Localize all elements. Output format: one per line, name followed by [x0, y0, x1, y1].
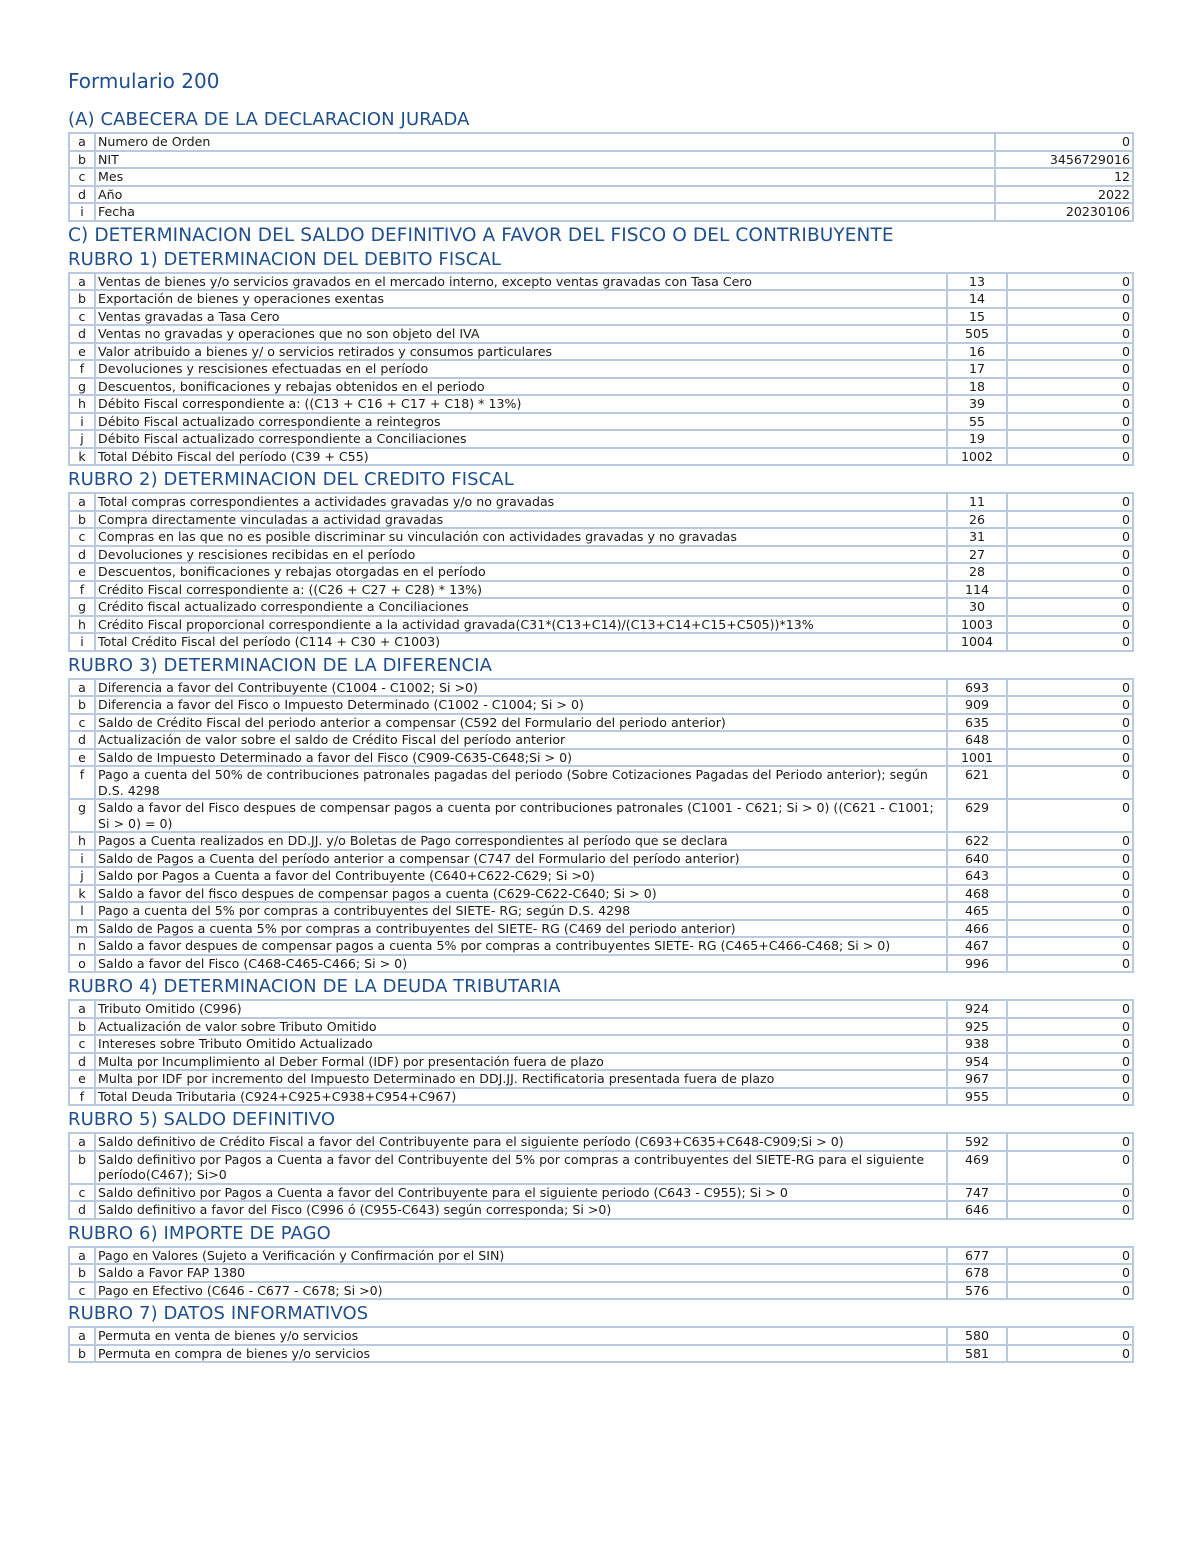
row-label: Numero de Orden: [95, 133, 995, 151]
table-row: [69, 273, 1133, 291]
row-label: Total Crédito Fiscal del período (C114 + C30 + C1003): [95, 633, 947, 651]
row-letter: e: [69, 563, 95, 581]
row-value: 2022: [995, 186, 1133, 204]
row-label: Crédito fiscal actualizado correspondiente a Conciliaciones: [95, 598, 947, 616]
table-row: [69, 1053, 1133, 1071]
row-value: 0: [1007, 885, 1133, 903]
row-label: Fecha: [95, 203, 995, 221]
table-row: [69, 511, 1133, 529]
row-code: 640: [947, 850, 1007, 868]
row-value: 0: [1007, 633, 1133, 651]
row-label: Saldo definitivo por Pagos a Cuenta a favor del Contribuyente para el siguiente periodo (C643 - C955); Si > 0: [95, 1184, 947, 1202]
rubro-title: RUBRO 2) DETERMINACION DEL CREDITO FISCAL: [68, 469, 514, 490]
row-label: Débito Fiscal correspondiente a: ((C13 + C16 + C17 + C18) * 13%): [95, 395, 947, 413]
row-code: 469: [947, 1151, 1007, 1184]
row-label: Mes: [95, 168, 995, 186]
table-row: [69, 696, 1133, 714]
rubro-title: RUBRO 7) DATOS INFORMATIVOS: [68, 1303, 369, 1324]
table-row: [69, 867, 1133, 885]
row-letter: o: [69, 955, 95, 973]
table-row: [69, 395, 1133, 413]
table-row: [69, 1151, 1133, 1184]
row-letter: a: [69, 1000, 95, 1018]
row-code: 592: [947, 1133, 1007, 1151]
rubro-table: [68, 272, 1134, 467]
row-letter: d: [69, 546, 95, 564]
table-row: [69, 1264, 1133, 1282]
row-value: 20230106: [995, 203, 1133, 221]
row-letter: h: [69, 616, 95, 634]
row-label: Crédito Fiscal correspondiente a: ((C26 + C27 + C28) * 13%): [95, 581, 947, 599]
rubro-title: RUBRO 6) IMPORTE DE PAGO: [68, 1222, 331, 1244]
row-value: 0: [1007, 1000, 1133, 1018]
row-value: 0: [1007, 799, 1133, 832]
row-code: 39: [947, 395, 1007, 413]
row-letter: b: [69, 696, 95, 714]
row-code: 678: [947, 1264, 1007, 1282]
table-row: [69, 1184, 1133, 1202]
row-label: Saldo a Favor FAP 1380: [95, 1264, 947, 1282]
row-value: 0: [1007, 850, 1133, 868]
table-row: [69, 563, 1133, 581]
row-letter: k: [69, 448, 95, 466]
row-letter: g: [69, 799, 95, 832]
row-label: Saldo de Pagos a Cuenta del período anterior a compensar (C747 del Formulario del período anterior): [95, 850, 947, 868]
row-code: 17: [947, 360, 1007, 378]
table-row: [69, 616, 1133, 634]
row-value: 0: [1007, 1070, 1133, 1088]
row-letter: f: [69, 581, 95, 599]
row-label: Saldo a favor del fisco despues de compensar pagos a cuenta (C629-C622-C640; Si > 0): [95, 885, 947, 903]
row-label: Pago a cuenta del 50% de contribuciones patronales pagadas del periodo (Sobre Cotizaciones Pagadas del Periodo anterior); según D.S. 4298: [95, 766, 947, 799]
row-label: Valor atribuido a bienes y/ o servicios retirados y consumos particulares: [95, 343, 947, 361]
form-document: [68, 66, 1134, 1365]
row-value: 0: [1007, 448, 1133, 466]
form-title: Formulario 200: [68, 69, 220, 93]
row-letter: b: [69, 511, 95, 529]
row-letter: a: [69, 1247, 95, 1265]
row-value: 0: [1007, 493, 1133, 511]
row-letter: e: [69, 343, 95, 361]
row-letter: f: [69, 360, 95, 378]
row-code: 31: [947, 528, 1007, 546]
row-code: 955: [947, 1088, 1007, 1106]
row-label: Saldo definitivo por Pagos a Cuenta a favor del Contribuyente del 5% por compras a contribuyentes del SIETE-RG para el siguiente período(C467); Si>0: [95, 1151, 947, 1184]
row-label: Pago en Valores (Sujeto a Verificación y Confirmación por el SIN): [95, 1247, 947, 1265]
row-label: Débito Fiscal actualizado correspondiente a Conciliaciones: [95, 430, 947, 448]
table-row: [69, 1201, 1133, 1219]
table-row: [69, 832, 1133, 850]
row-label: Diferencia a favor del Contribuyente (C1004 - C1002; Si >0): [95, 679, 947, 697]
row-code: 646: [947, 1201, 1007, 1219]
row-letter: j: [69, 867, 95, 885]
table-row: [69, 937, 1133, 955]
row-code: 1001: [947, 749, 1007, 767]
row-value: 0: [1007, 598, 1133, 616]
rubro-table: [68, 678, 1134, 974]
row-value: 0: [1007, 546, 1133, 564]
row-label: Diferencia a favor del Fisco o Impuesto Determinado (C1002 - C1004; Si > 0): [95, 696, 947, 714]
row-label: Compra directamente vinculadas a actividad gravadas: [95, 511, 947, 529]
row-code: 954: [947, 1053, 1007, 1071]
row-code: 468: [947, 885, 1007, 903]
row-code: 643: [947, 867, 1007, 885]
row-value: 0: [1007, 1247, 1133, 1265]
section-c-title: C) DETERMINACION DEL SALDO DEFINITIVO A FAVOR DEL FISCO O DEL CONTRIBUYENTE: [68, 224, 894, 246]
row-value: 0: [1007, 867, 1133, 885]
table-row: [69, 920, 1133, 938]
row-value: 0: [1007, 1018, 1133, 1036]
row-code: 996: [947, 955, 1007, 973]
row-value: 0: [1007, 1282, 1133, 1300]
row-code: 465: [947, 902, 1007, 920]
row-letter: f: [69, 1088, 95, 1106]
row-label: Descuentos, bonificaciones y rebajas obtenidos en el periodo: [95, 378, 947, 396]
table-row: [69, 133, 1133, 151]
row-code: 1003: [947, 616, 1007, 634]
row-code: 13: [947, 273, 1007, 291]
row-value: 0: [1007, 937, 1133, 955]
header-table: [68, 132, 1134, 222]
row-label: Actualización de valor sobre Tributo Omitido: [95, 1018, 947, 1036]
table-row: [69, 168, 1133, 186]
row-label: Saldo definitivo a favor del Fisco (C996 ó (C955-C643) según corresponda; Si >0): [95, 1201, 947, 1219]
row-value: 0: [1007, 308, 1133, 326]
row-code: 938: [947, 1035, 1007, 1053]
row-label: Intereses sobre Tributo Omitido Actualizado: [95, 1035, 947, 1053]
row-label: Actualización de valor sobre el saldo de Crédito Fiscal del período anterior: [95, 731, 947, 749]
table-row: [69, 581, 1133, 599]
row-value: 0: [1007, 902, 1133, 920]
row-letter: d: [69, 186, 95, 204]
row-letter: l: [69, 902, 95, 920]
table-row: [69, 203, 1133, 221]
row-code: 15: [947, 308, 1007, 326]
row-code: 28: [947, 563, 1007, 581]
row-label: Exportación de bienes y operaciones exentas: [95, 290, 947, 308]
row-code: 581: [947, 1345, 1007, 1363]
rubro-table: [68, 1326, 1134, 1363]
row-value: 0: [1007, 343, 1133, 361]
row-label: Permuta en venta de bienes y/o servicios: [95, 1327, 947, 1345]
table-row: [69, 1000, 1133, 1018]
row-letter: e: [69, 749, 95, 767]
row-code: 55: [947, 413, 1007, 431]
row-label: Ventas gravadas a Tasa Cero: [95, 308, 947, 326]
row-value: 0: [1007, 714, 1133, 732]
table-row: [69, 749, 1133, 767]
row-letter: i: [69, 850, 95, 868]
row-code: 925: [947, 1018, 1007, 1036]
row-value: 0: [1007, 528, 1133, 546]
row-value: 0: [1007, 511, 1133, 529]
row-value: 0: [1007, 832, 1133, 850]
row-code: 967: [947, 1070, 1007, 1088]
row-code: 621: [947, 766, 1007, 799]
row-code: 14: [947, 290, 1007, 308]
row-code: 27: [947, 546, 1007, 564]
row-value: 0: [1007, 563, 1133, 581]
table-row: [69, 1070, 1133, 1088]
table-row: [69, 679, 1133, 697]
row-label: Devoluciones y rescisiones recibidas en el período: [95, 546, 947, 564]
row-label: Saldo definitivo de Crédito Fiscal a favor del Contribuyente para el siguiente período (C693+C635+C648-C909;Si > 0): [95, 1133, 947, 1151]
row-code: 576: [947, 1282, 1007, 1300]
table-row: [69, 413, 1133, 431]
row-code: 11: [947, 493, 1007, 511]
row-letter: c: [69, 1035, 95, 1053]
row-label: Saldo de Pagos a cuenta 5% por compras a contribuyentes del SIETE- RG (C469 del periodo anterior): [95, 920, 947, 938]
row-letter: c: [69, 168, 95, 186]
row-letter: c: [69, 1184, 95, 1202]
row-letter: e: [69, 1070, 95, 1088]
row-letter: b: [69, 151, 95, 169]
row-label: Saldo por Pagos a Cuenta a favor del Contribuyente (C640+C622-C629; Si >0): [95, 867, 947, 885]
row-code: 580: [947, 1327, 1007, 1345]
table-row: [69, 902, 1133, 920]
table-row: [69, 151, 1133, 169]
row-label: Débito Fiscal actualizado correspondiente a reintegros: [95, 413, 947, 431]
table-row: [69, 766, 1133, 799]
row-letter: i: [69, 203, 95, 221]
row-letter: i: [69, 413, 95, 431]
row-value: 0: [1007, 749, 1133, 767]
table-row: [69, 1133, 1133, 1151]
table-row: [69, 1247, 1133, 1265]
row-value: 0: [1007, 1184, 1133, 1202]
row-label: Saldo a favor despues de compensar pagos a cuenta 5% por compras a contribuyentes SIETE- RG (C465+C466-C468; Si > 0): [95, 937, 947, 955]
row-code: 629: [947, 799, 1007, 832]
row-letter: b: [69, 1151, 95, 1184]
row-letter: c: [69, 714, 95, 732]
row-code: 505: [947, 325, 1007, 343]
table-row: [69, 378, 1133, 396]
row-label: Devoluciones y rescisiones efectuadas en el período: [95, 360, 947, 378]
table-row: [69, 325, 1133, 343]
row-letter: b: [69, 290, 95, 308]
table-row: [69, 290, 1133, 308]
rubro-title: RUBRO 3) DETERMINACION DE LA DIFERENCIA: [68, 654, 493, 676]
table-row: [69, 546, 1133, 564]
row-code: 1002: [947, 448, 1007, 466]
row-code: 909: [947, 696, 1007, 714]
row-value: 0: [1007, 1327, 1133, 1345]
table-row: [69, 1327, 1133, 1345]
row-value: 0: [1007, 766, 1133, 799]
rubro-title: RUBRO 4) DETERMINACION DE LA DEUDA TRIBUTARIA: [68, 976, 561, 997]
row-letter: j: [69, 430, 95, 448]
row-label: Descuentos, bonificaciones y rebajas otorgadas en el período: [95, 563, 947, 581]
row-value: 0: [1007, 696, 1133, 714]
table-row: [69, 598, 1133, 616]
table-row: [69, 360, 1133, 378]
row-value: 0: [1007, 273, 1133, 291]
rubro-table: [68, 1132, 1134, 1220]
row-label: NIT: [95, 151, 995, 169]
row-letter: k: [69, 885, 95, 903]
table-row: [69, 955, 1133, 973]
rubro-title: RUBRO 1) DETERMINACION DEL DEBITO FISCAL: [68, 248, 502, 270]
row-value: 3456729016: [995, 151, 1133, 169]
table-row: [69, 1345, 1133, 1363]
table-row: [69, 448, 1133, 466]
row-value: 0: [1007, 1133, 1133, 1151]
row-code: 924: [947, 1000, 1007, 1018]
row-label: Saldo a favor del Fisco (C468-C465-C466; Si > 0): [95, 955, 947, 973]
row-label: Saldo de Impuesto Determinado a favor del Fisco (C909-C635-C648;Si > 0): [95, 749, 947, 767]
row-code: 30: [947, 598, 1007, 616]
rubros-container: [68, 248, 1134, 1364]
table-row: [69, 1282, 1133, 1300]
row-code: 114: [947, 581, 1007, 599]
row-value: 12: [995, 168, 1133, 186]
row-code: 677: [947, 1247, 1007, 1265]
table-row: [69, 633, 1133, 651]
row-letter: c: [69, 1282, 95, 1300]
row-value: 0: [1007, 1088, 1133, 1106]
row-value: 0: [1007, 1151, 1133, 1184]
row-letter: n: [69, 937, 95, 955]
row-letter: b: [69, 1345, 95, 1363]
row-label: Multa por Incumplimiento al Deber Formal (IDF) por presentación fuera de plazo: [95, 1053, 947, 1071]
row-value: 0: [1007, 1035, 1133, 1053]
table-row: [69, 731, 1133, 749]
row-value: 0: [1007, 731, 1133, 749]
row-label: Compras en las que no es posible discriminar su vinculación con actividades gravadas y no gravadas: [95, 528, 947, 546]
row-letter: f: [69, 766, 95, 799]
row-letter: d: [69, 325, 95, 343]
row-letter: m: [69, 920, 95, 938]
table-row: [69, 308, 1133, 326]
row-label: Multa por IDF por incremento del Impuesto Determinado en DDJ.JJ. Rectificatoria presentada fuera de plazo: [95, 1070, 947, 1088]
rubro-table: [68, 999, 1134, 1106]
row-code: 26: [947, 511, 1007, 529]
row-letter: b: [69, 1018, 95, 1036]
row-value: 0: [1007, 679, 1133, 697]
row-label: Tributo Omitido (C996): [95, 1000, 947, 1018]
row-code: 1004: [947, 633, 1007, 651]
table-row: [69, 528, 1133, 546]
row-label: Permuta en compra de bienes y/o servicios: [95, 1345, 947, 1363]
rubro-title: RUBRO 5) SALDO DEFINITIVO: [68, 1109, 336, 1130]
row-value: 0: [1007, 413, 1133, 431]
row-letter: a: [69, 273, 95, 291]
rubro-table: [68, 492, 1134, 652]
rubro-table: [68, 1246, 1134, 1301]
row-label: Total compras correspondientes a actividades gravadas y/o no gravadas: [95, 493, 947, 511]
row-letter: a: [69, 679, 95, 697]
row-label: Pagos a Cuenta realizados en DD.JJ. y/o Boletas de Pago correspondientes al período que se declara: [95, 832, 947, 850]
row-letter: c: [69, 528, 95, 546]
row-label: Total Débito Fiscal del período (C39 + C55): [95, 448, 947, 466]
table-row: [69, 493, 1133, 511]
row-value: 0: [1007, 955, 1133, 973]
row-label: Pago en Efectivo (C646 - C677 - C678; Si >0): [95, 1282, 947, 1300]
row-label: Pago a cuenta del 5% por compras a contribuyentes del SIETE- RG; según D.S. 4298: [95, 902, 947, 920]
row-letter: b: [69, 1264, 95, 1282]
row-value: 0: [1007, 325, 1133, 343]
row-label: Crédito Fiscal proporcional correspondiente a la actividad gravada(C31*(C13+C14)/(C13+C14+C15+C505))*13%: [95, 616, 947, 634]
row-letter: a: [69, 1133, 95, 1151]
row-code: 16: [947, 343, 1007, 361]
header-section-title: (A) CABECERA DE LA DECLARACION JURADA: [68, 109, 470, 130]
table-row: [69, 850, 1133, 868]
row-code: 635: [947, 714, 1007, 732]
row-letter: i: [69, 633, 95, 651]
row-code: 466: [947, 920, 1007, 938]
row-label: Saldo de Crédito Fiscal del periodo anterior a compensar (C592 del Formulario del periodo anterior): [95, 714, 947, 732]
row-letter: h: [69, 832, 95, 850]
row-letter: a: [69, 133, 95, 151]
row-value: 0: [1007, 290, 1133, 308]
table-row: [69, 1018, 1133, 1036]
row-letter: d: [69, 1201, 95, 1219]
row-letter: d: [69, 731, 95, 749]
row-letter: c: [69, 308, 95, 326]
row-code: 747: [947, 1184, 1007, 1202]
row-letter: d: [69, 1053, 95, 1071]
table-row: [69, 1088, 1133, 1106]
table-row: [69, 1035, 1133, 1053]
row-value: 0: [1007, 581, 1133, 599]
row-code: 19: [947, 430, 1007, 448]
row-value: 0: [1007, 616, 1133, 634]
table-row: [69, 186, 1133, 204]
table-row: [69, 885, 1133, 903]
row-label: Total Deuda Tributaria (C924+C925+C938+C954+C967): [95, 1088, 947, 1106]
row-letter: h: [69, 395, 95, 413]
row-label: Año: [95, 186, 995, 204]
table-row: [69, 714, 1133, 732]
row-letter: a: [69, 493, 95, 511]
row-value: 0: [1007, 1345, 1133, 1363]
row-value: 0: [995, 133, 1133, 151]
row-label: Ventas de bienes y/o servicios gravados en el mercado interno, excepto ventas gravadas con Tasa Cero: [95, 273, 947, 291]
row-code: 622: [947, 832, 1007, 850]
row-code: 648: [947, 731, 1007, 749]
row-value: 0: [1007, 360, 1133, 378]
row-label: Saldo a favor del Fisco despues de compensar pagos a cuenta por contribuciones patronales (C1001 - C621; Si > 0) ((C621 - C1001; Si > 0) = 0): [95, 799, 947, 832]
row-value: 0: [1007, 395, 1133, 413]
row-letter: g: [69, 598, 95, 616]
row-letter: a: [69, 1327, 95, 1345]
table-row: [69, 343, 1133, 361]
row-value: 0: [1007, 920, 1133, 938]
row-label: Ventas no gravadas y operaciones que no son objeto del IVA: [95, 325, 947, 343]
row-value: 0: [1007, 1053, 1133, 1071]
row-code: 693: [947, 679, 1007, 697]
row-letter: g: [69, 378, 95, 396]
table-row: [69, 799, 1133, 832]
row-value: 0: [1007, 378, 1133, 396]
row-value: 0: [1007, 430, 1133, 448]
table-row: [69, 430, 1133, 448]
row-code: 467: [947, 937, 1007, 955]
row-value: 0: [1007, 1264, 1133, 1282]
row-code: 18: [947, 378, 1007, 396]
row-value: 0: [1007, 1201, 1133, 1219]
